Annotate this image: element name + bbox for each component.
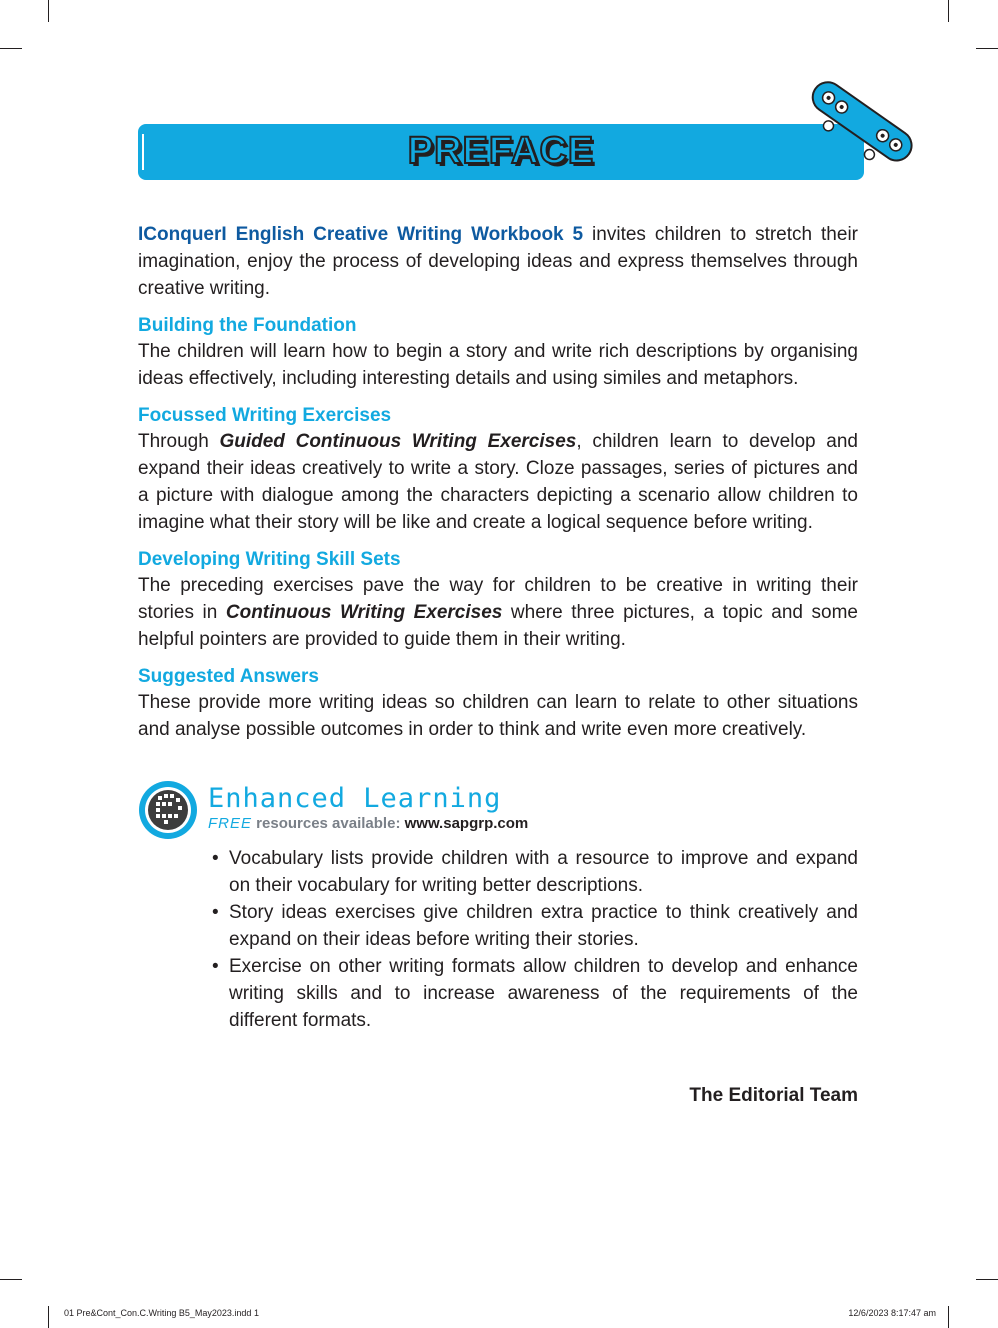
crop-mark bbox=[48, 0, 49, 22]
crop-mark bbox=[0, 48, 22, 49]
slug-timestamp: 12/6/2023 8:17:47 am bbox=[848, 1308, 936, 1318]
section-text: These provide more writing ideas so children can learn to relate to other situations and analyse possible outcomes in order to think and write even more creatively. bbox=[138, 692, 858, 740]
list-item: • Vocabulary lists provide children with a resource to improve and expand on their vocabulary for writing better descriptions. bbox=[212, 845, 858, 899]
page-title: PREFACE bbox=[407, 130, 595, 172]
free-resources-line: FREE resources available: www.sapgrp.com bbox=[208, 815, 529, 832]
preface-body bbox=[138, 221, 858, 755]
crop-mark bbox=[976, 48, 998, 49]
crop-mark bbox=[48, 1306, 49, 1328]
section-text: Through Guided Continuous Writing Exercises, children learn to develop and expand their ideas creatively to write a story. Cloze passages, series of pictures and a picture with dialogue among the characters depicting a scenario allow children to imagine what their story will be like and create a logical sequence before writing. bbox=[138, 431, 859, 533]
crop-mark bbox=[948, 0, 949, 22]
intro-paragraph: IConquerI English Creative Writing Workbook 5 invites children to stretch their imagination, enjoy the process of developing ideas and express themselves through creative writing. bbox=[138, 224, 858, 299]
enhanced-learning-title: Enhanced Learning bbox=[208, 783, 502, 814]
crop-mark bbox=[948, 1306, 949, 1328]
section-foundation bbox=[138, 314, 858, 392]
crop-mark bbox=[0, 1279, 22, 1280]
section-text: The preceding exercises pave the way for children to be creative in writing their stories in Continuous Writing Exercises where three pictures, a topic and some helpful pointers are provided to guide them in their writing. bbox=[138, 575, 858, 650]
section-text: The children will learn how to begin a story and write rich descriptions by organising ideas effectively, including interesting details and using similes and metaphors. bbox=[138, 341, 858, 389]
resources-url-link[interactable]: www.sapgrp.com bbox=[404, 815, 529, 832]
skateboard-decoration-icon bbox=[796, 66, 926, 181]
section-skill-sets bbox=[138, 548, 858, 653]
signoff: The Editorial Team bbox=[689, 1085, 858, 1106]
list-item: • Exercise on other writing formats allow children to develop and enhance writing skills and to increase awareness of the requirements of the different formats. bbox=[212, 953, 858, 1034]
slug-filename: 01 Pre&Cont_Con.C.Writing B5_May2023.indd 1 bbox=[64, 1308, 259, 1318]
section-heading: Developing Writing Skill Sets bbox=[138, 549, 401, 570]
brand-logo-text: IConquerI English Creative Writing Workbook 5 bbox=[138, 224, 584, 245]
section-heading: Suggested Answers bbox=[138, 666, 319, 687]
crop-mark bbox=[976, 1279, 998, 1280]
section-suggested-answers bbox=[138, 665, 858, 743]
section-focussed-writing bbox=[138, 404, 858, 536]
section-heading: Building the Foundation bbox=[138, 315, 357, 336]
enhanced-learning-logo-icon bbox=[138, 780, 198, 840]
resources-bullet-list bbox=[212, 845, 858, 1034]
list-item: • Story ideas exercises give children extra practice to think creatively and expand on their ideas before writing their stories. bbox=[212, 899, 858, 953]
section-heading: Focussed Writing Exercises bbox=[138, 405, 392, 426]
